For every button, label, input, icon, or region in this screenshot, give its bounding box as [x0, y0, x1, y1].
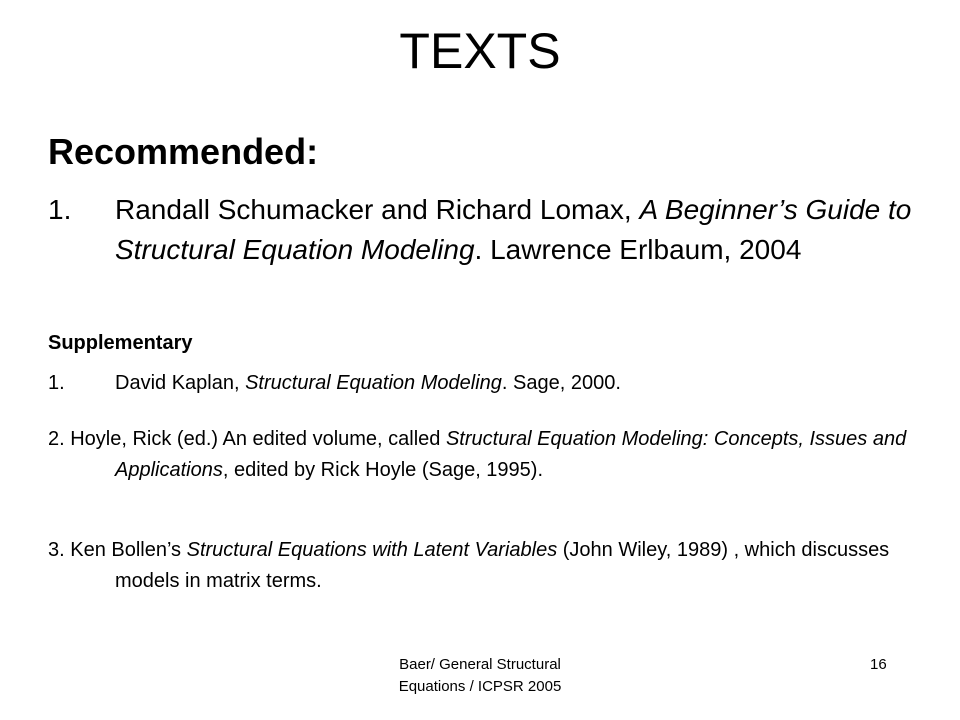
- reference-text: [115, 190, 935, 270]
- reference-authors: Randall Schumacker and Richard Lomax,: [115, 194, 640, 225]
- supplementary-item-2: [48, 424, 935, 486]
- reference-publisher: . Lawrence Erlbaum, 2004: [474, 234, 802, 265]
- reference-lead: 2. Hoyle, Rick (ed.) An edited volume, called: [48, 428, 446, 450]
- reference-title: Structural Equations with Latent Variables: [186, 539, 558, 561]
- reference-text: [115, 368, 935, 399]
- reference-publisher: (John Wiley, 1989) , which discusses models in matrix terms.: [115, 539, 890, 592]
- reference-authors: David Kaplan,: [115, 372, 246, 394]
- list-number: 1.: [48, 372, 65, 394]
- recommended-heading: Recommended:: [48, 131, 319, 172]
- supplementary-item-3: [48, 535, 935, 597]
- footer-text: [330, 654, 630, 698]
- footer-line-2: Equations / ICPSR 2005: [398, 678, 562, 695]
- slide-title: TEXTS: [399, 23, 561, 79]
- reference-lead: 3. Ken Bollen’s: [48, 539, 187, 561]
- footer-line-1: Baer/ General Structural: [399, 656, 561, 673]
- reference-title: Structural Equation Modeling: [245, 372, 502, 394]
- page-number: 16: [870, 656, 887, 673]
- reference-title: A Beginner’s Guide to Structural Equation Modeling: [115, 194, 912, 265]
- reference-publisher: , edited by Rick Hoyle (Sage, 1995).: [222, 459, 544, 481]
- reference-title: Structural Equation Modeling: Concepts, Issues and Applications: [115, 428, 907, 481]
- supplementary-heading: Supplementary: [48, 332, 193, 354]
- reference-publisher: . Sage, 2000.: [501, 372, 621, 394]
- list-number: 1.: [48, 194, 72, 225]
